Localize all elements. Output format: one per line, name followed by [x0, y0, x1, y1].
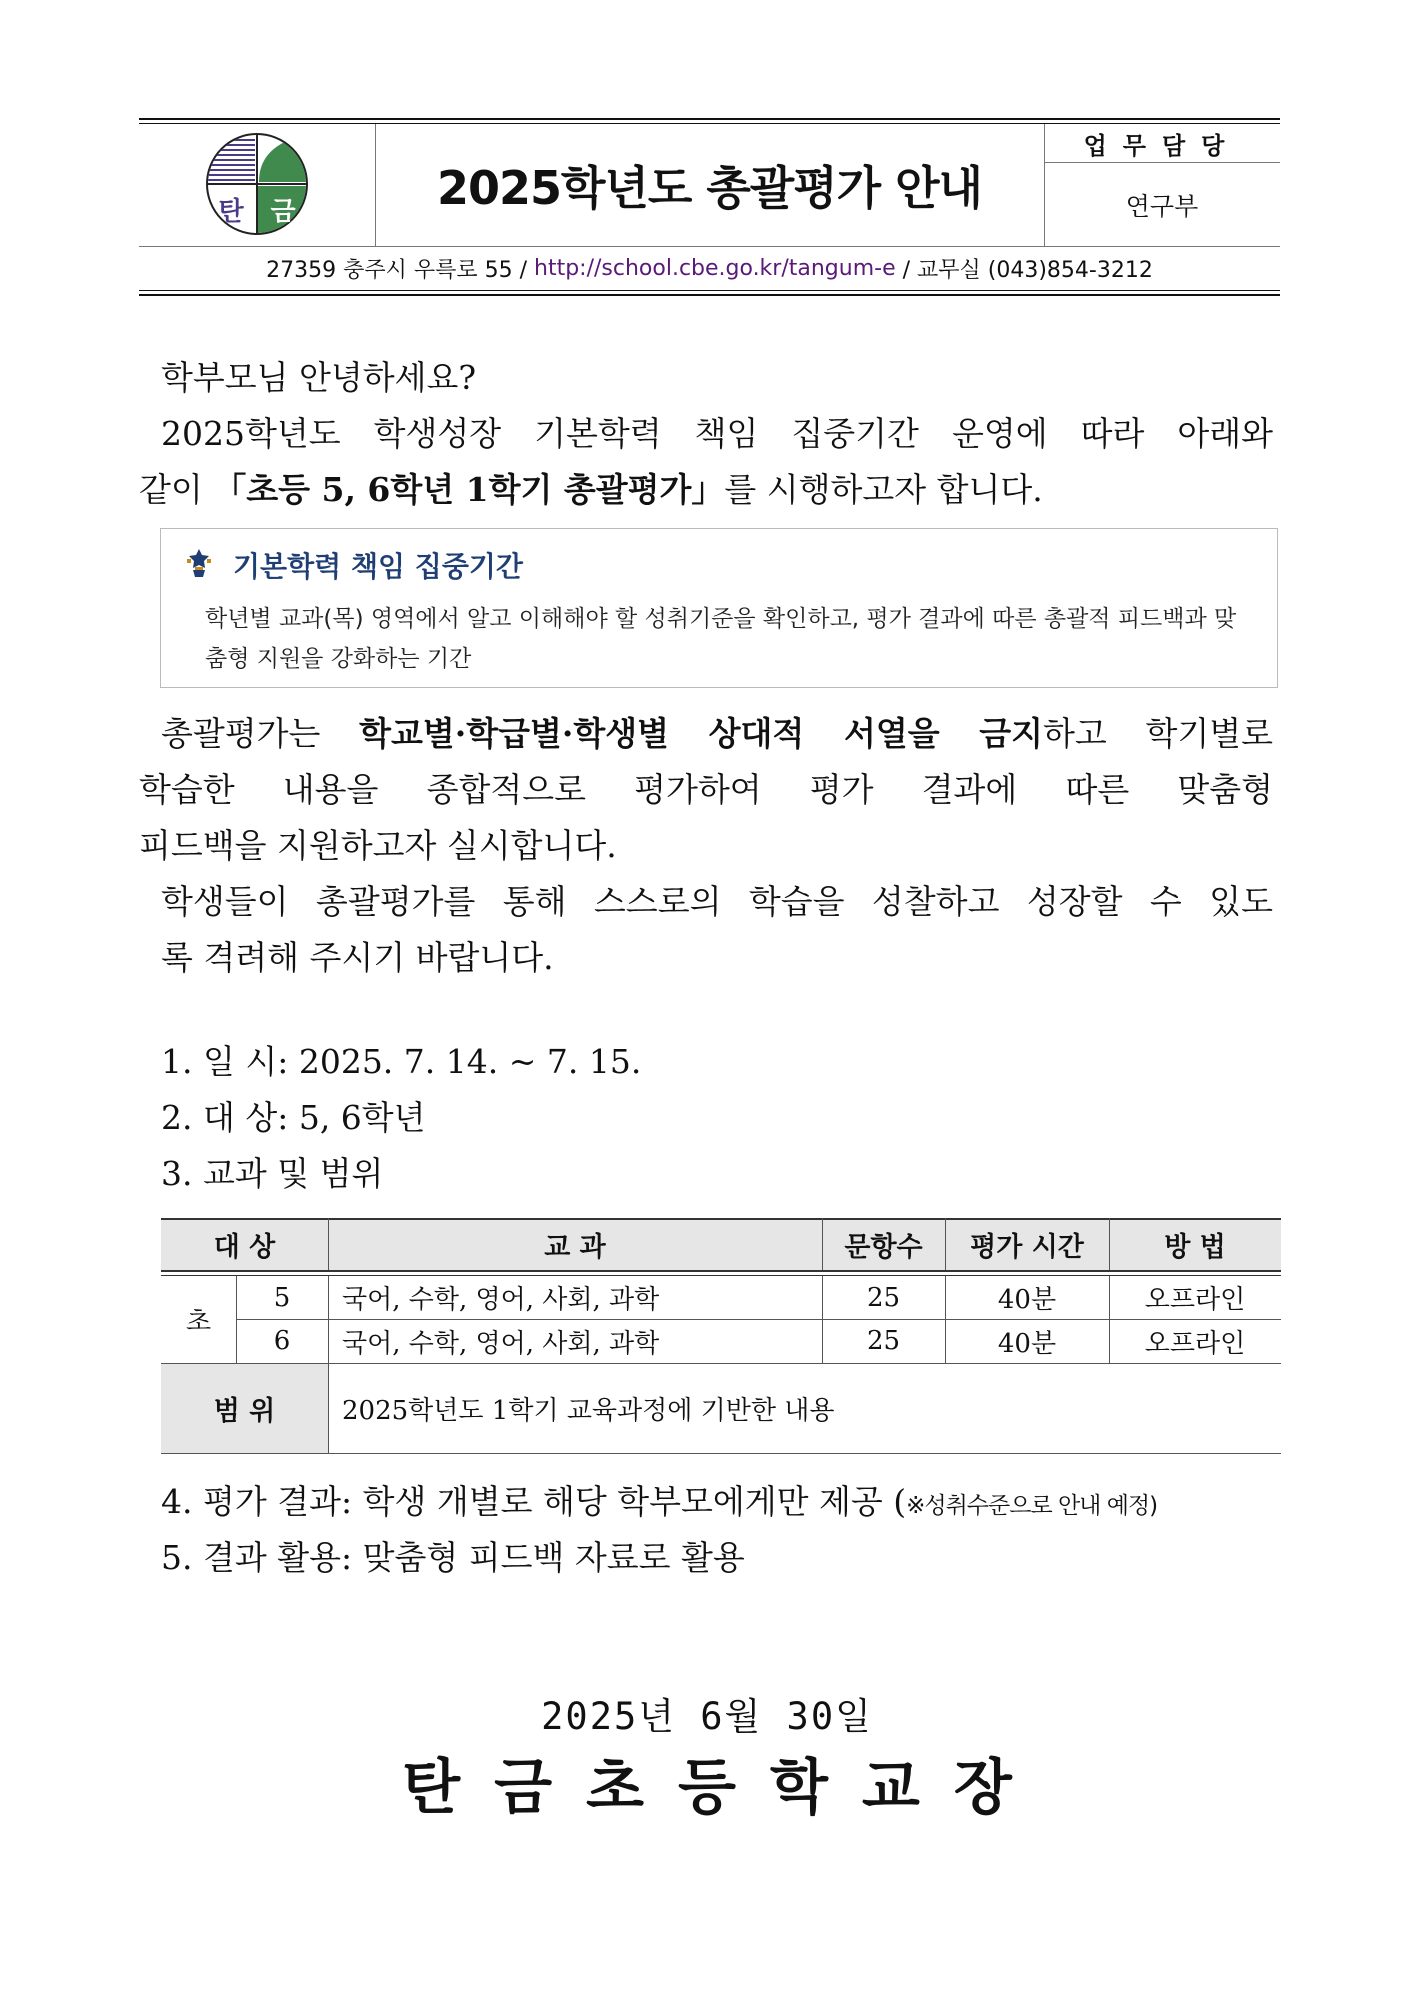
table-rule [161, 1218, 1281, 1220]
document-title: 2025학년도 총괄평가 안내 [437, 161, 982, 215]
contact-phone: / 교무실 (043)854-3212 [895, 257, 1153, 283]
ranking-ban-emphasis: 학교별·학급별·학생별 상대적 서열을 금지 [359, 714, 1044, 753]
table-rule [161, 1453, 1281, 1454]
school-principal-signature: 탄금초등학교장 [402, 1753, 1046, 1823]
table-cell-grade: 5 [273, 1282, 291, 1313]
header-bottom-rule [139, 294, 1280, 296]
group-elementary: 초 [185, 1307, 212, 1337]
contact-address: 27359 충주시 우륵로 55 / [266, 257, 535, 283]
para2-line-1 [161, 706, 1273, 762]
letterhead [139, 118, 1280, 296]
table-col-rule [328, 1276, 329, 1454]
table-cell-method: 오프라인 [1144, 1328, 1246, 1359]
intro-line-2 [139, 462, 1043, 518]
table-col-rule [822, 1218, 823, 1270]
para2-line-1-prefix: 총괄평가는 [161, 714, 360, 753]
dept-label: 업무담당 [1083, 131, 1241, 160]
svg-text:탄: 탄 [218, 197, 244, 227]
school-logo-icon [205, 132, 309, 236]
item-subjects-heading: 3. 교과 및 범위 [161, 1154, 384, 1193]
dept-name: 연구부 [1125, 191, 1199, 221]
svg-text:금: 금 [270, 197, 296, 227]
intro-line-1: 2025학년도 학생성장 기본학력 책임 집중기간 운영에 따라 아래와 [161, 414, 1273, 453]
table-col-rule [945, 1276, 946, 1363]
scope-value: 2025학년도 1학기 교육과정에 기반한 내용 [342, 1396, 835, 1426]
table-rule [161, 1363, 1281, 1364]
intro-line-2-prefix: 같이 [139, 470, 214, 509]
header-bottom-rule-thin [139, 290, 1280, 291]
table-col-rule [328, 1218, 329, 1270]
intro-line-2-suffix: 를 시행하고자 합니다. [724, 470, 1043, 509]
item-results [161, 1474, 1157, 1534]
torch-emblem-icon [183, 547, 215, 579]
table-col-rule [822, 1276, 823, 1363]
item-target: 2. 대 상: 5, 6학년 [161, 1098, 426, 1137]
table-rule [236, 1319, 1281, 1320]
table-cell-time: 40분 [997, 1285, 1057, 1315]
item-results-note: ※성취수준으로 안내 예정) [906, 1493, 1158, 1519]
para3-line-1: 학생들이 총괄평가를 통해 스스로의 학습을 성찰하고 성장할 수 있도 [161, 882, 1273, 921]
table-cell-count: 25 [866, 1326, 901, 1356]
item-schedule: 1. 일 시: 2025. 7. 14. ~ 7. 15. [161, 1042, 642, 1081]
table-rule [161, 1270, 1281, 1272]
table-cell-subjects: 국어, 수학, 영어, 사회, 과학 [342, 1285, 660, 1315]
table-cell-method: 오프라인 [1144, 1285, 1246, 1315]
table-col-rule [1109, 1218, 1110, 1270]
para3-line-2: 록 격려해 주시기 바랍니다. [161, 938, 554, 977]
para2-line-2: 학습한 내용을 종합적으로 평가하여 평가 결과에 따른 맞춤형 [139, 770, 1273, 809]
th-count: 문항수 [822, 1218, 945, 1270]
item-usage: 5. 결과 활용: 맞춤형 피드백 자료로 활용 [161, 1538, 745, 1577]
issue-date: 2025년 6월 30일 [541, 1695, 873, 1738]
th-method: 방 법 [1109, 1218, 1281, 1270]
header-top-rule [139, 118, 1280, 120]
table-col-rule [1109, 1276, 1110, 1363]
table-col-rule [945, 1218, 946, 1270]
exam-table [161, 1218, 1281, 1454]
item-results-main: 4. 평가 결과: 학생 개별로 해당 학부모에게만 제공 ( [161, 1482, 907, 1521]
exam-title-emphasis: 「초등 5, 6학년 1학기 총괄평가」 [213, 470, 725, 509]
notice-title: 기본학력 책임 집중기간 [233, 550, 523, 583]
th-subjects: 교 과 [328, 1218, 822, 1270]
table-cell-grade: 6 [273, 1326, 291, 1356]
para2-line-3: 피드백을 지원하고자 실시합니다. [139, 826, 617, 865]
greeting: 학부모님 안녕하세요? [161, 358, 477, 397]
para2-line-1-suffix: 하고 학기별로 [1043, 714, 1273, 753]
table-col-rule [236, 1276, 237, 1363]
table-cell-subjects: 국어, 수학, 영어, 사회, 과학 [342, 1328, 660, 1359]
school-url-link[interactable]: http://school.cbe.go.kr/tangum-e [534, 255, 896, 281]
table-cell-time: 40분 [997, 1328, 1057, 1359]
scope-label: 범 위 [161, 1363, 328, 1454]
table-rule [161, 1275, 1281, 1276]
notice-box [160, 528, 1278, 688]
table-cell-count: 25 [866, 1282, 901, 1313]
th-target: 대 상 [161, 1218, 328, 1270]
contact-line [139, 247, 1280, 289]
th-time: 평가 시간 [945, 1218, 1109, 1270]
notice-body: 학년별 교과(목) 영역에서 알고 이해해야 할 성취기준을 확인하고, 평가 결과에 따른 총괄적 피드백과 맞춤형 지원을 강화하는 기간 [205, 606, 1237, 672]
